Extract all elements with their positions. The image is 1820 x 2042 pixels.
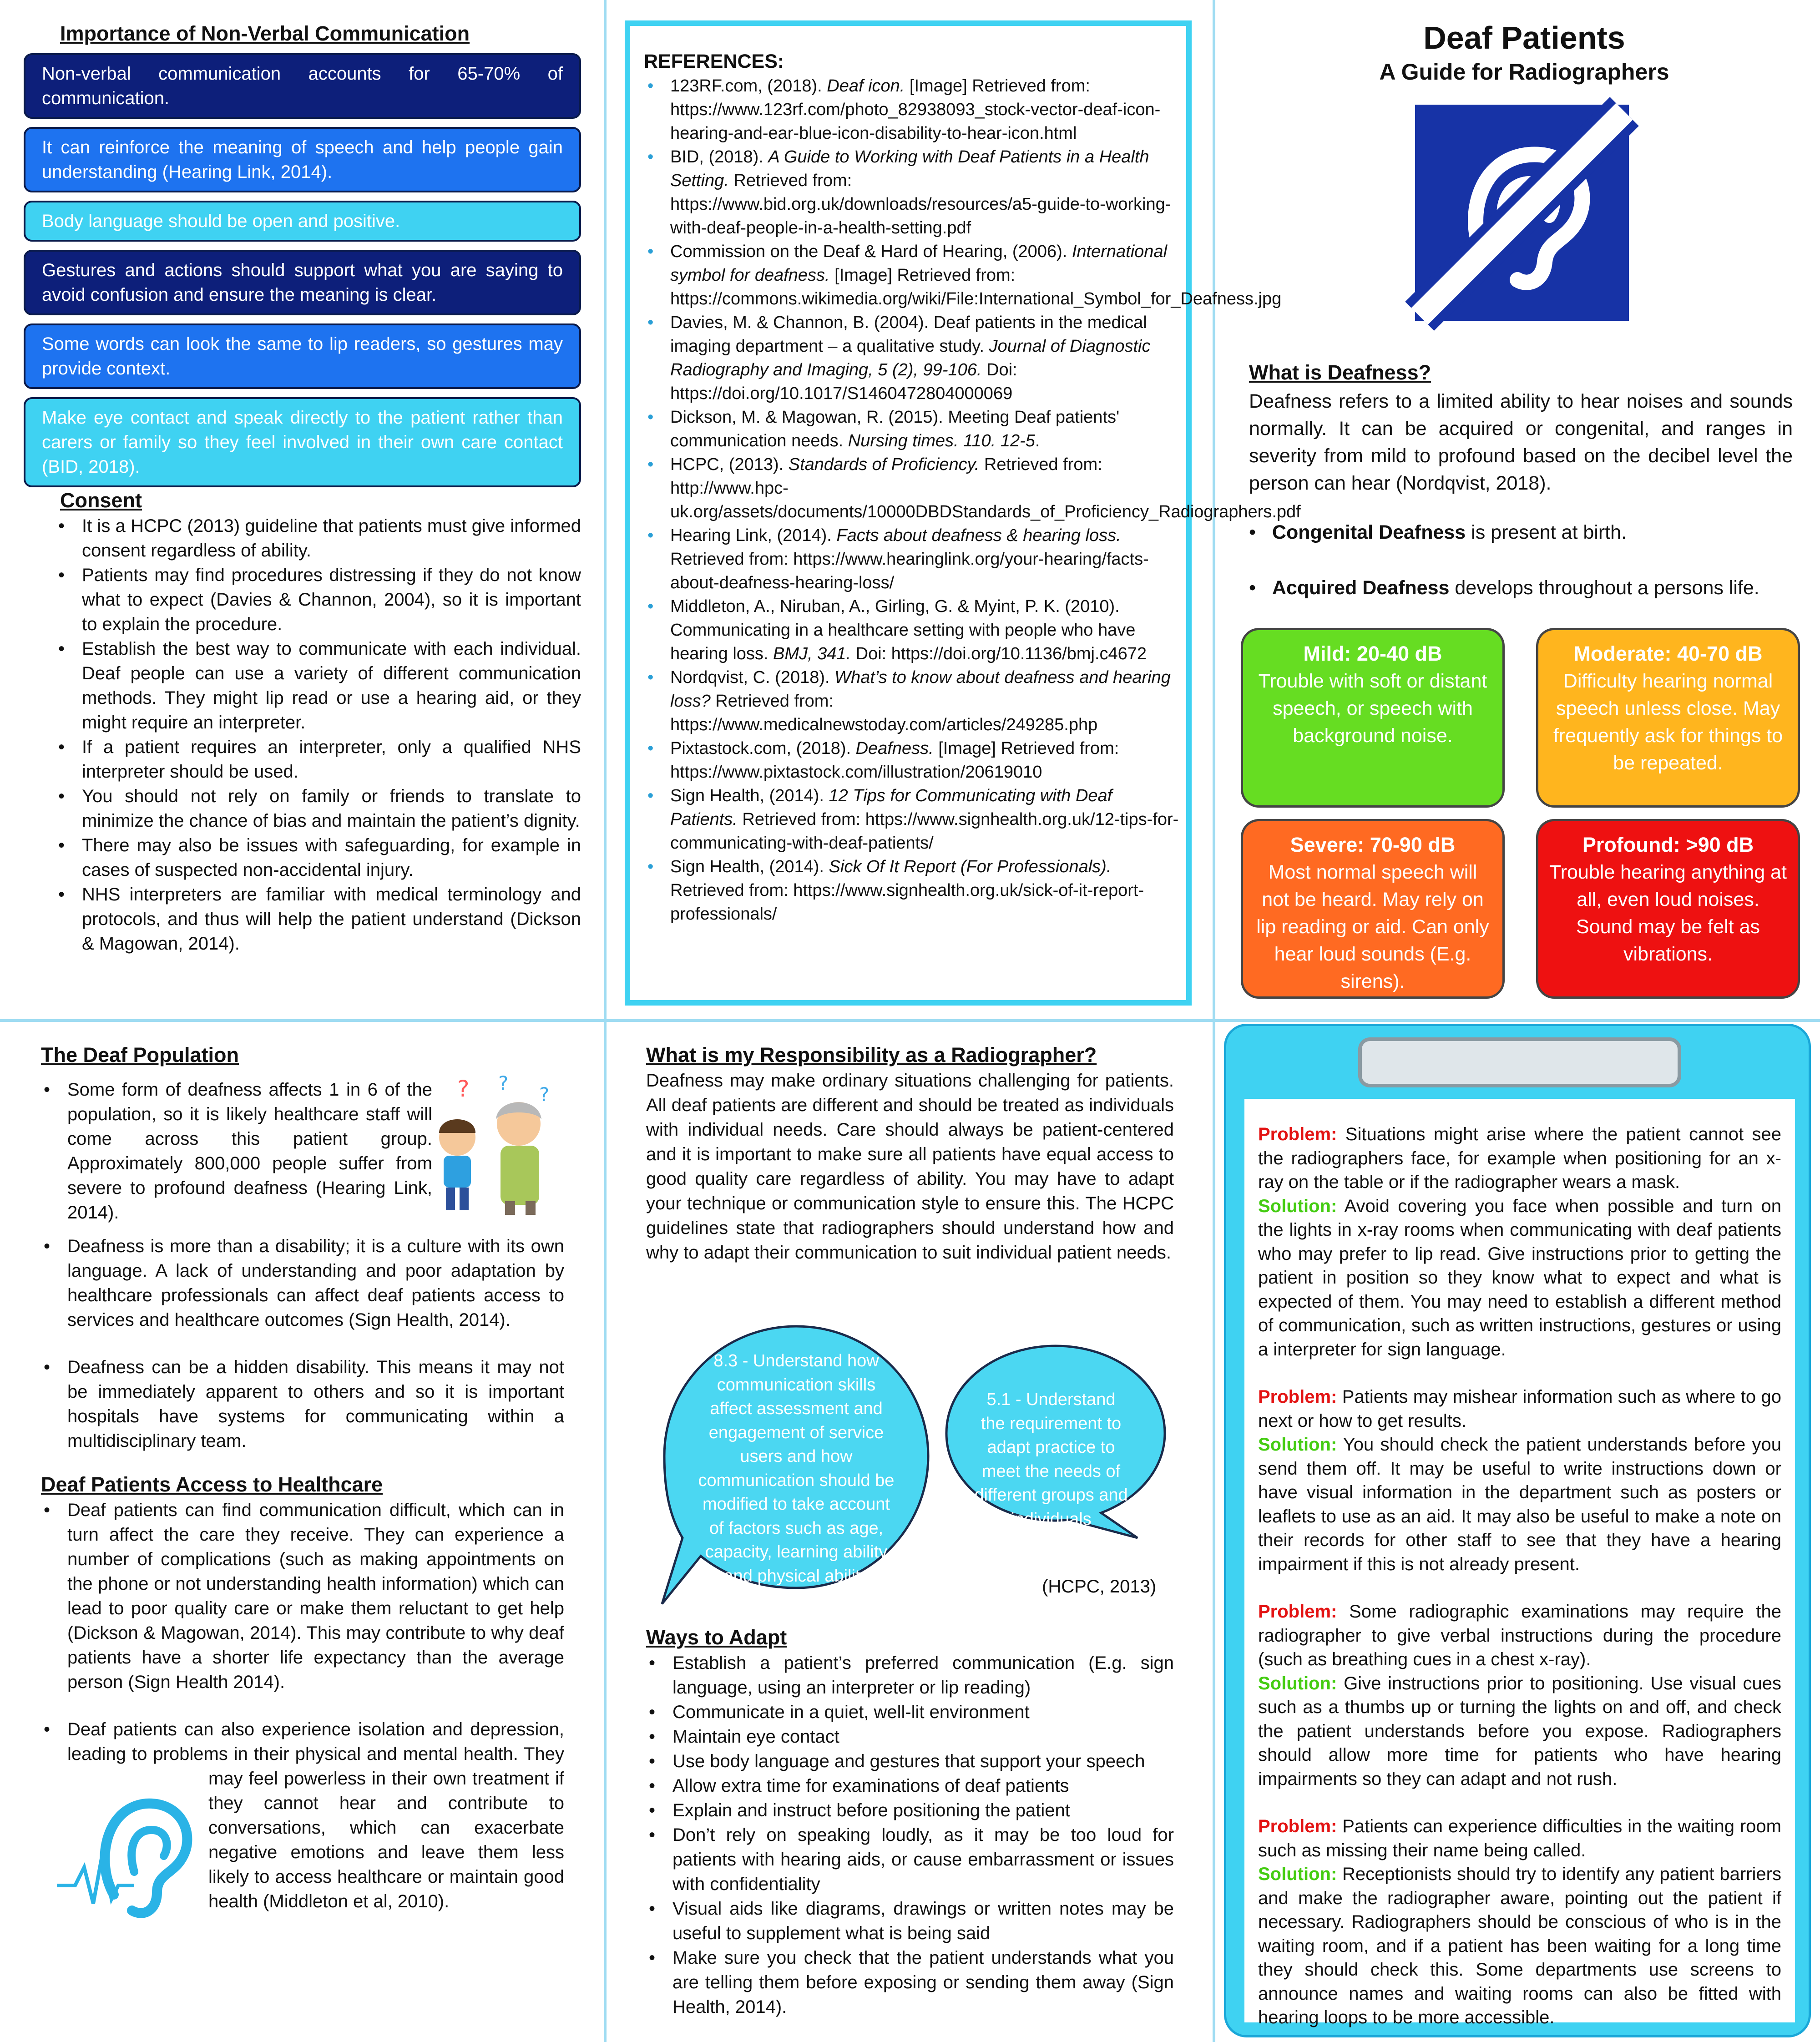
reference-item: • Dickson, M. & Magowan, R. (2015). Meeting Deaf patients' communication needs. Nursing times. 110. 12-5.	[644, 405, 1180, 453]
consent-item: • If a patient requires an interpreter, only a qualified NHS interpreter should be used.	[56, 735, 581, 784]
responsibility-text: Deafness may make ordinary situations challenging for patients. All deaf patients are different and should be treated as individuals with individual needs. Care should always be patient-centered and it is important to make sure all patients have equal access to good quality care regardless of ability. You may have to adapt your technique or communication style to ensure this. The HCPC guidelines state that radiographers should understand how and why to adapt their communication to suit individual patient needs.	[646, 1071, 1174, 1263]
problem-text: Problem: Some radiographic examinations may require the radiographer to give verbal instructions during the procedure (such as breathing cues in a chest x-ray).	[1258, 1602, 1781, 1669]
bubble-8-3-text: 8.3 - Understand how communication skills affect assessment and engagement of service users and how communication should be modified to take account of factors such as age, capacity, learning ability and physical ability	[698, 1351, 895, 1586]
panel-population	[41, 1042, 564, 2034]
nonverbal-box: Non-verbal communication accounts for 65-70% of communication.	[24, 53, 581, 119]
population-item: • Some form of deafness affects 1 in 6 of the population, so it is likely healthcare staff will come across this patient group. Approximately 800,000 people suffer from severe to profound deafness (Hearing Link, 2014).	[41, 1077, 432, 1225]
reference-item: • Pixtastock.com, (2018). Deafness. [Image] Retrieved from: https://www.pixtastock.com/illustration/20619010	[644, 737, 1180, 784]
access-item-part	[67, 1717, 564, 1957]
panel-nonverbal	[24, 20, 581, 1008]
consent-item: • It is a HCPC (2013) guideline that patients must give informed consent regardless of ability.	[56, 514, 581, 563]
congenital-line	[1249, 519, 1627, 546]
bullet: •	[1249, 521, 1272, 543]
consent-item: • NHS interpreters are familiar with medical terminology and protocols, and thus will help the patient understand (Dickson & Magowan, 2014).	[56, 882, 581, 956]
clipboard-clip	[1358, 1037, 1681, 1087]
access-item: • Deaf patients can find communication difficult, which can in turn affect the care they receive. They can experience a number of complications (such as making appointments on the phone or not understanding health information) which can lead to poor quality care or make them reluctant to get help (Dickson & Magowan, 2014). This may contribute to why deaf patients have a shorter life expectancy than the average person (Sign Health 2014).	[41, 1498, 564, 1694]
congenital-desc: is present at birth.	[1466, 521, 1627, 543]
mild-level-text: Trouble with soft or distant speech, or speech with background noise.	[1258, 670, 1487, 747]
acquired-line	[1249, 574, 1759, 601]
ways-heading: Ways to Adapt	[646, 1626, 787, 1649]
profound-level-title: Profound: >90 dB	[1582, 833, 1754, 856]
nonverbal-box: It can reinforce the meaning of speech and help people gain understanding (Hearing Link, 2014).	[24, 127, 581, 192]
ways-item: • Allow extra time for examinations of deaf patients	[646, 1774, 1174, 1798]
ways-item: • Maintain eye contact	[646, 1724, 1174, 1749]
nonverbal-box: Some words can look the same to lip readers, so gestures may provide context.	[24, 323, 581, 389]
ways-item: • Visual aids like diagrams, drawings or written notes may be useful to supplement what is being said	[646, 1896, 1174, 1946]
consent-item: • Patients may find procedures distressing if they do not know what to expect (Davies & Channon, 2004), so it is important to explain the procedure.	[56, 563, 581, 637]
acquired-desc: develops throughout a persons life.	[1449, 577, 1759, 599]
solution-text: Solution: You should check the patient understands before you send them off. It may be useful to write instructions down or have visual information in the department such as posters or leaflets to use as an aid. It may also be useful to make a note on their records for other staff to see that they have a hearing impairment if this is not already present.	[1258, 1435, 1781, 1574]
solution-label: Solution:	[1258, 1196, 1337, 1216]
mild-level-card	[1241, 628, 1505, 808]
solution-text: Solution: Receptionists should try to identify any patient barriers and make the radiographer aware, pointing out the patient if necessary. Radiographers should be conscious of who is in the waiting room, and if a patient has been waiting for a long time they should check this. Some departments use screens to announce names and waiting rooms can also be fitted with hearing loops to be more accessible.	[1258, 1864, 1781, 2027]
ways-item: • Explain and instruct before positioning the patient	[646, 1798, 1174, 1823]
consent-item: • You should not rely on family or friends to translate to minimize the chance of bias and maintain the patient’s dignity.	[56, 784, 581, 833]
access-list	[41, 1498, 564, 1694]
cover-subtitle: A Guide for Radiographers	[1379, 59, 1669, 85]
reference-item: • HCPC, (2013). Standards of Proficiency. Retrieved from: http://www.hpc-uk.org/assets/documents/10000DBDStandards_of_Proficiency_Radiographers.pdf	[644, 453, 1180, 524]
ways-list	[646, 1651, 1174, 2019]
severe-level-text: Most normal speech will not be heard. May rely on lip reading or aid. Can only hear loud sounds (E.g. sirens).	[1256, 861, 1489, 992]
congenital-term: Congenital Deafness	[1272, 521, 1466, 543]
bullet: •	[1249, 577, 1272, 599]
reference-item: • Middleton, A., Niruban, A., Girling, G. & Myint, P. K. (2010). Communicating in a healthcare setting with people who have hearing loss. BMJ, 341. Doi: https://doi.org/10.1136/bmj.c4672	[644, 595, 1180, 666]
panel-cover	[1228, 18, 1806, 1010]
reference-item: • Sign Health, (2014). Sick Of It Report (For Professionals). Retrieved from: https://www.signhealth.org.uk/sick-of-it-report-professionals/	[644, 855, 1180, 926]
reference-item: • Commission on the Deaf & Hard of Hearing, (2006). International symbol for deafness. [Image] Retrieved from: https://commons.wikimedia.org/wiki/File:International_Symbol_for_Deafness.jpg	[644, 240, 1180, 311]
svg-text:?: ?	[498, 1072, 509, 1094]
nonverbal-box: Gestures and actions should support what you are saying to avoid confusion and ensure the meaning is clear.	[24, 250, 581, 315]
ways-section	[646, 1624, 1174, 2019]
what-is-deafness-heading: What is Deafness?	[1249, 361, 1431, 384]
problem-label: Problem:	[1258, 1602, 1337, 1622]
ways-item: • Make sure you check that the patient understands what you are telling them before exposing or sending them away (Sign Health, 2014).	[646, 1946, 1174, 2019]
svg-text:?: ?	[539, 1083, 550, 1106]
consent-heading: Consent	[60, 489, 142, 512]
problem-label: Problem:	[1258, 1816, 1337, 1836]
solution-text: Solution: Give instructions prior to positioning. Use visual cues such as a thumbs up or turning the lights on and off, and check the patient understands before you expose. Radiographers should allow more time for patients who have hearing impairments so they can adapt and not rush.	[1258, 1673, 1781, 1789]
moderate-level-text: Difficulty hearing normal speech unless close. May frequently ask for things to be repeated.	[1553, 670, 1783, 774]
solution-label: Solution:	[1258, 1673, 1337, 1693]
references-box	[625, 20, 1301, 1006]
nonverbal-box: Make eye contact and speak directly to the patient rather than carers or family so they feel involved in their own care contact (BID, 2018).	[24, 397, 581, 487]
problem-label: Problem:	[1258, 1387, 1337, 1407]
bullet: •	[44, 1719, 51, 1739]
reference-item: • BID, (2018). A Guide to Working with Deaf Patients in a Health Setting. Retrieved from: https://www.bid.org.uk/downloads/resources/a5-guide-to-working-with-deaf-people-in-a-health-setting.pdf	[644, 145, 1180, 240]
nonverbal-box: Body language should be open and positive.	[24, 201, 581, 242]
profound-level-text: Trouble hearing anything at all, even loud noises. Sound may be felt as vibrations.	[1549, 861, 1787, 965]
population-item: • Deafness can be a hidden disability. This means it may not be immediately apparent to others and so it is important hospitals have systems for communicating within a multidisciplinary team.	[41, 1355, 564, 1453]
deaf-people-illustration-icon	[425, 1065, 562, 1219]
consent-list	[56, 514, 581, 956]
problem-text: Problem: Situations might arise where the patient cannot see the radiographers face, for example when positioning for an x-ray on the table or if the radiographer wears a mask.	[1258, 1124, 1781, 1192]
population-heading: The Deaf Population	[41, 1043, 239, 1066]
reference-item: • Sign Health, (2014). 12 Tips for Communicating with Deaf Patients. Retrieved from: https://www.signhealth.org.uk/12-tips-for-communicating-with-deaf-patients/	[644, 784, 1180, 855]
ways-item: • Don’t rely on speaking loudly, as it may be too loud for patients with hearing aids, or cause embarrassment or issues with confidentiality	[646, 1823, 1174, 1896]
solution-label: Solution:	[1258, 1435, 1337, 1455]
access-item-text: Deaf patients can also experience isolation and depression, leading to problems in their physical and mental health. They may feel powerless in their own treatment if they cannot hear and contribute to conversations, which can exacerbate negative emotions and leave them less likely to access healthcare or maintain good health (Middleton et al, 2010).	[67, 1719, 564, 1911]
consent-item: • Establish the best way to communicate with each individual. Deaf people can use a variety of different communication methods. They might lip read or use a hearing aid, or they might require an interpreter.	[56, 637, 581, 735]
solution-text: Solution: Avoid covering you face when possible and turn on the lights in x-ray rooms when communicating with deaf patients who may prefer to lip read. Give instructions prior to getting the patient in position so they know what to expect and what is expected of them. You may need to establish a different method of communication, such as written instructions, gestures or using a interpreter for sign language.	[1258, 1196, 1781, 1360]
reference-item: • 123RF.com, (2018). Deaf icon. [Image] Retrieved from: https://www.123rf.com/photo_82938093_stock-vector-deaf-icon-hearing-and-ear-blue-icon-disability-to-hear-icon.html	[644, 74, 1180, 145]
deafness-symbol-icon	[1415, 105, 1629, 321]
ways-item: • Communicate in a quiet, well-lit environment	[646, 1700, 1174, 1724]
solution-label: Solution:	[1258, 1864, 1337, 1884]
what-is-deafness-text: Deafness refers to a limited ability to hear noises and sounds normally. It can be acquired or congenital, and ranges in severity from mild to profound based on the decibel level the person can hear (Nordqvist, 2018).	[1249, 390, 1793, 494]
references-heading: REFERENCES:	[644, 51, 784, 72]
svg-text:?: ?	[457, 1076, 470, 1102]
speech-bubble-8-3	[646, 1319, 946, 1620]
mild-level-title: Mild: 20-40 dB	[1303, 642, 1442, 665]
nonverbal-heading: Importance of Non-Verbal Communication	[60, 22, 470, 45]
severe-level-card	[1241, 819, 1505, 999]
problem-label: Problem:	[1258, 1124, 1337, 1144]
access-item-wrap	[41, 1717, 564, 1949]
clipboard-paper	[1244, 1099, 1795, 2027]
ways-item: • Use body language and gestures that support your speech	[646, 1749, 1174, 1774]
problem-text: Problem: Patients can experience difficulties in the waiting room such as missing their name being called.	[1258, 1816, 1781, 1860]
problem-text: Problem: Patients may mishear information such as where to go next or how to get results.	[1258, 1387, 1781, 1431]
bubble-5-1-text: 5.1 - Understand the requirement to adapt practice to meet the needs of different groups and individuals	[974, 1390, 1128, 1529]
reference-item: • Nordqvist, C. (2018). What’s to know about deafness and hearing loss? Retrieved from: https://www.medicalnewstoday.com/articles/249285.php	[644, 666, 1180, 737]
speech-bubble-5-1	[937, 1342, 1176, 1542]
severe-level-title: Severe: 70-90 dB	[1290, 833, 1456, 856]
responsibility-heading: What is my Responsibility as a Radiographer?	[646, 1043, 1097, 1066]
moderate-level-title: Moderate: 40-70 dB	[1573, 642, 1763, 665]
panel-responsibility	[646, 1042, 1174, 2034]
problem-solution-list	[1258, 1122, 1781, 2030]
ways-item: • Establish a patient’s preferred communication (E.g. sign language, using an interpreter or lip reading)	[646, 1651, 1174, 1700]
clipboard	[1224, 1024, 1811, 2037]
references-list	[644, 74, 1301, 926]
reference-item: • Hearing Link, (2014). Facts about deafness & hearing loss. Retrieved from: https://www.hearinglink.org/your-hearing/facts-about-deafness-hearing-loss/	[644, 524, 1180, 595]
acquired-term: Acquired Deafness	[1272, 577, 1450, 599]
moderate-level-card	[1536, 628, 1800, 808]
row-divider	[0, 1019, 1820, 1022]
population-item: • Deafness is more than a disability; it is a culture with its own language. A lack of understanding and poor adaptation by healthcare professionals can affect deaf patients access to services and healthcare outcomes (Sign Health, 2014).	[41, 1234, 564, 1332]
reference-item: • Davies, M. & Channon, B. (2004). Deaf patients in the medical imaging department – a qualitative study. Journal of Diagnostic Radiography and Imaging, 5 (2), 99-106. Doi: https://doi.org/10.1017/S1460472804000069	[644, 311, 1180, 405]
profound-level-card	[1536, 819, 1800, 999]
hcpc-citation: (HCPC, 2013)	[1042, 1577, 1157, 1597]
access-heading: Deaf Patients Access to Healthcare	[41, 1473, 383, 1496]
cover-title: Deaf Patients	[1423, 20, 1625, 56]
consent-item: • There may also be issues with safeguarding, for example in cases of suspected non-accidental injury.	[56, 833, 581, 882]
